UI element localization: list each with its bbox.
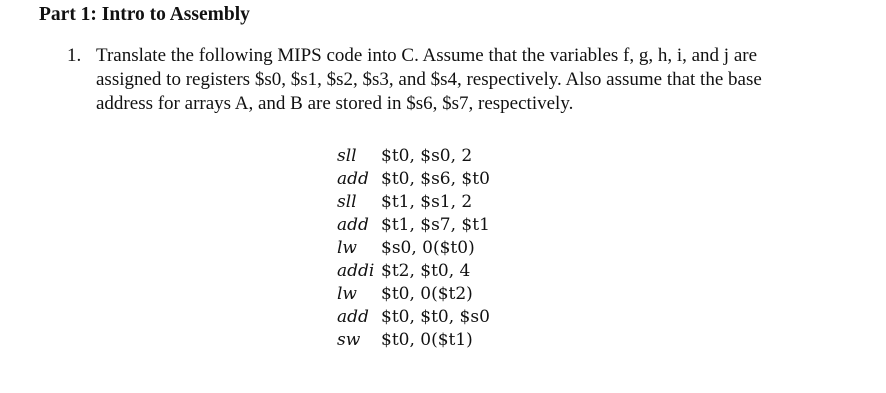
code-line <box>337 260 490 283</box>
code-opcode: sll <box>337 192 357 212</box>
section-heading: Part 1: Intro to Assembly <box>39 4 250 25</box>
code-opcode: add <box>337 169 369 189</box>
code-operands: $t0, $t0, $s0 <box>381 307 490 327</box>
code-line <box>337 306 490 329</box>
code-line <box>337 145 490 168</box>
code-operands: $t0, $s6, $t0 <box>381 169 490 189</box>
code-opcode: sw <box>337 330 361 350</box>
code-opcode: lw <box>337 284 357 304</box>
code-line <box>337 237 490 260</box>
code-line <box>337 283 490 306</box>
mips-code-block <box>337 145 490 352</box>
question-line: assigned to registers $s0, $s1, $s2, $s3, and $s4, respectively. Also assume that the base <box>96 69 762 90</box>
code-operands: $t0, $s0, 2 <box>381 146 473 166</box>
code-line <box>337 329 490 352</box>
question-number: 1. <box>67 45 82 66</box>
question-line: Translate the following MIPS code into C. Assume that the variables f, g, h, i, and j are <box>96 45 758 66</box>
question-line: address for arrays A, and B are stored in $s6, $s7, respectively. <box>96 93 574 114</box>
code-operands: $t0, 0($t1) <box>381 330 473 350</box>
code-opcode: add <box>337 307 369 327</box>
code-opcode: sll <box>337 146 357 166</box>
code-opcode: lw <box>337 238 357 258</box>
code-operands: $t1, $s1, 2 <box>381 192 473 212</box>
code-operands: $t2, $t0, 4 <box>381 261 471 281</box>
code-line <box>337 168 490 191</box>
code-operands: $s0, 0($t0) <box>381 238 475 258</box>
code-opcode: addi <box>337 261 375 281</box>
code-operands: $t0, 0($t2) <box>381 284 473 304</box>
code-line <box>337 191 490 214</box>
code-operands: $t1, $s7, $t1 <box>381 215 490 235</box>
code-opcode: add <box>337 215 369 235</box>
question-text <box>96 44 856 116</box>
code-line <box>337 214 490 237</box>
